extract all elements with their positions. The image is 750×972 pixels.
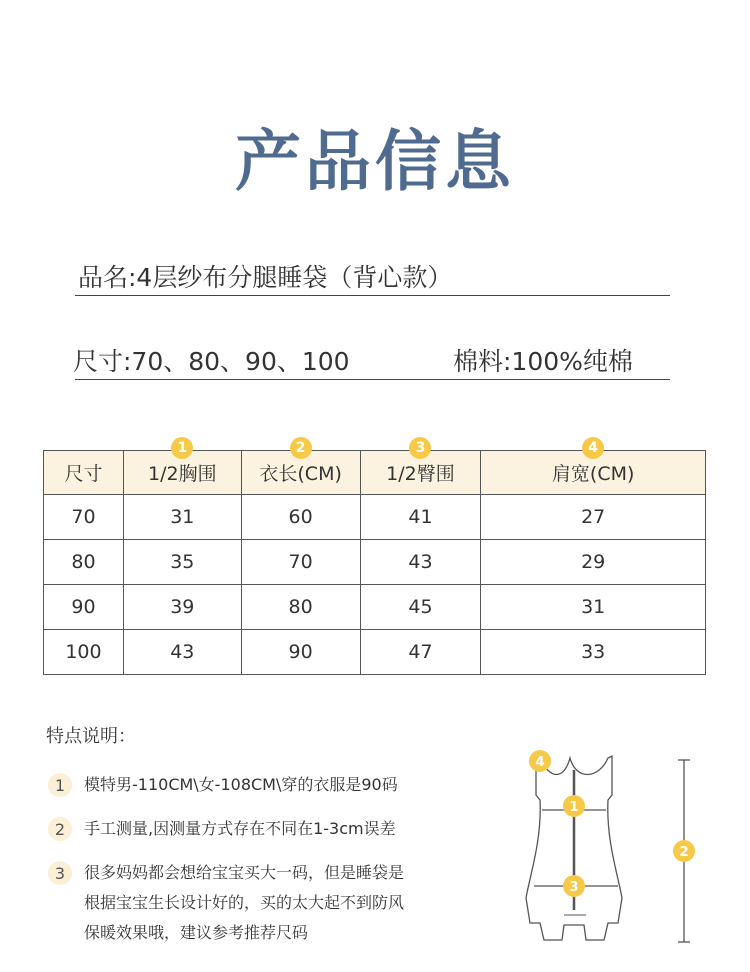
table-cell: 31 [123, 495, 241, 540]
table-cell: 80 [44, 540, 124, 585]
table-row [44, 585, 706, 630]
header-chest: 1 1/2胸围 [123, 451, 241, 495]
badge-2: 2 [290, 437, 312, 459]
size-table [43, 440, 706, 675]
divider [75, 295, 670, 296]
table-row [44, 495, 706, 540]
header-hip: 3 1/2臀围 [360, 451, 481, 495]
feature-text: 模特男-110CM\女-108CM\穿的衣服是90码 [84, 775, 398, 794]
table-cell: 39 [123, 585, 241, 630]
badge-2-label: 2 [679, 845, 689, 860]
table-cell: 33 [481, 630, 706, 675]
table-cell: 35 [123, 540, 241, 585]
table-cell: 90 [44, 585, 124, 630]
badge-4-label: 4 [535, 755, 545, 770]
divider [75, 379, 670, 380]
feature-text: 手工测量,因测量方式存在不同在1-3cm误差 [84, 819, 396, 838]
table-cell: 29 [481, 540, 706, 585]
sleeping-bag-diagram [500, 740, 730, 955]
feature-text-line: 根据宝宝生长设计好的，买的太大起不到防风 [84, 893, 405, 912]
product-name: 品名:4层纱布分腿睡袋（背心款） [78, 263, 453, 292]
badge-3-label: 3 [569, 880, 579, 895]
size-line: 尺寸:70、80、90、100 [73, 347, 350, 376]
table-cell: 31 [481, 585, 706, 630]
table-cell: 100 [44, 630, 124, 675]
table-cell: 27 [481, 495, 706, 540]
feature-number: 1 [48, 773, 72, 797]
header-shoulder: 4 肩宽(CM) [481, 451, 706, 495]
page-title: 产品信息 [235, 123, 515, 200]
table-cell: 45 [360, 585, 481, 630]
table-header-row [44, 451, 706, 495]
badge-3: 3 [409, 437, 431, 459]
table-cell: 41 [360, 495, 481, 540]
table-cell: 43 [360, 540, 481, 585]
badge-1-label: 1 [569, 800, 579, 815]
badge-4: 4 [582, 437, 604, 459]
table-cell: 70 [44, 495, 124, 540]
material-line: 棉料:100%纯棉 [453, 347, 633, 376]
table-row [44, 540, 706, 585]
table-cell: 43 [123, 630, 241, 675]
feature-text-line: 保暖效果哦，建议参考推荐尺码 [84, 923, 309, 942]
feature-number: 3 [48, 861, 72, 885]
header-size: 尺寸 [44, 451, 124, 495]
table-row [44, 630, 706, 675]
table-cell: 80 [241, 585, 360, 630]
table-cell: 90 [241, 630, 360, 675]
feature-text-line: 很多妈妈都会想给宝宝买大一码，但是睡袋是 [84, 863, 405, 882]
table-cell: 70 [241, 540, 360, 585]
badge-1: 1 [171, 437, 193, 459]
table-cell: 60 [241, 495, 360, 540]
feature-number: 2 [48, 817, 72, 841]
table-cell: 47 [360, 630, 481, 675]
features-title: 特点说明： [46, 726, 136, 747]
header-length: 2 衣长(CM) [241, 451, 360, 495]
